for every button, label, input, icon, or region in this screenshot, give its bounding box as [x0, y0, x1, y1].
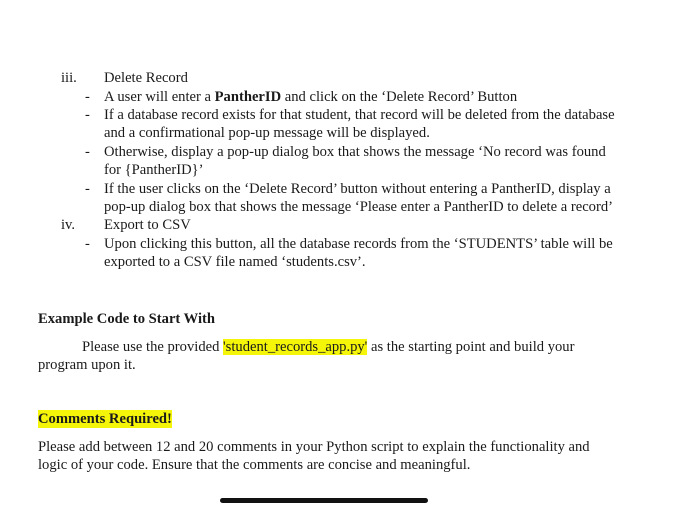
- bullet-line: exported to a CSV file named ‘students.csv’.: [104, 254, 366, 270]
- bullet-line: If the user clicks on the ‘Delete Record’ button without entering a PantherID, display a: [104, 181, 611, 197]
- bullet-dash: -: [85, 89, 90, 105]
- item-title-export-csv: Export to CSV: [104, 217, 191, 233]
- bullet-dash: -: [85, 181, 90, 197]
- paragraph-line: logic of your code. Ensure that the comments are concise and meaningful.: [38, 457, 471, 473]
- section-heading-example: Example Code to Start With: [38, 311, 216, 327]
- bullet-line: Otherwise, display a pop-up dialog box that shows the message ‘No record was found: [104, 144, 606, 160]
- home-indicator-bar[interactable]: [220, 498, 428, 503]
- paragraph-line: Please add between 12 and 20 comments in your Python script to explain the functionality and: [38, 439, 590, 455]
- bullet-dash: -: [85, 144, 90, 160]
- section-heading-comments: Comments Required!: [38, 411, 172, 427]
- item-numeral-iii: iii.: [61, 70, 77, 86]
- bullet-line: If a database record exists for that student, that record will be deleted from the database: [104, 107, 615, 123]
- bullet-dash: -: [85, 236, 90, 252]
- bullet-line: pop-up dialog box that shows the message ‘Please enter a PantherID to delete a record’: [104, 199, 613, 215]
- paragraph-line: Please use the provided 'student_records_app.py' as the starting point and build your: [82, 339, 575, 355]
- item-title-delete-record: Delete Record: [104, 70, 188, 86]
- filename-highlight: 'student_records_app.py': [223, 339, 368, 355]
- paragraph-line: program upon it.: [38, 357, 136, 373]
- item-numeral-iv: iv.: [61, 217, 76, 233]
- bullet-line: for {PantherID}’: [104, 162, 204, 178]
- bullet-line: Upon clicking this button, all the database records from the ‘STUDENTS’ table will be: [104, 236, 613, 252]
- bullet-line: A user will enter a PantherID and click on the ‘Delete Record’ Button: [104, 89, 518, 105]
- bullet-line: and a confirmational pop-up message will be displayed.: [104, 125, 430, 141]
- bullet-dash: -: [85, 107, 90, 123]
